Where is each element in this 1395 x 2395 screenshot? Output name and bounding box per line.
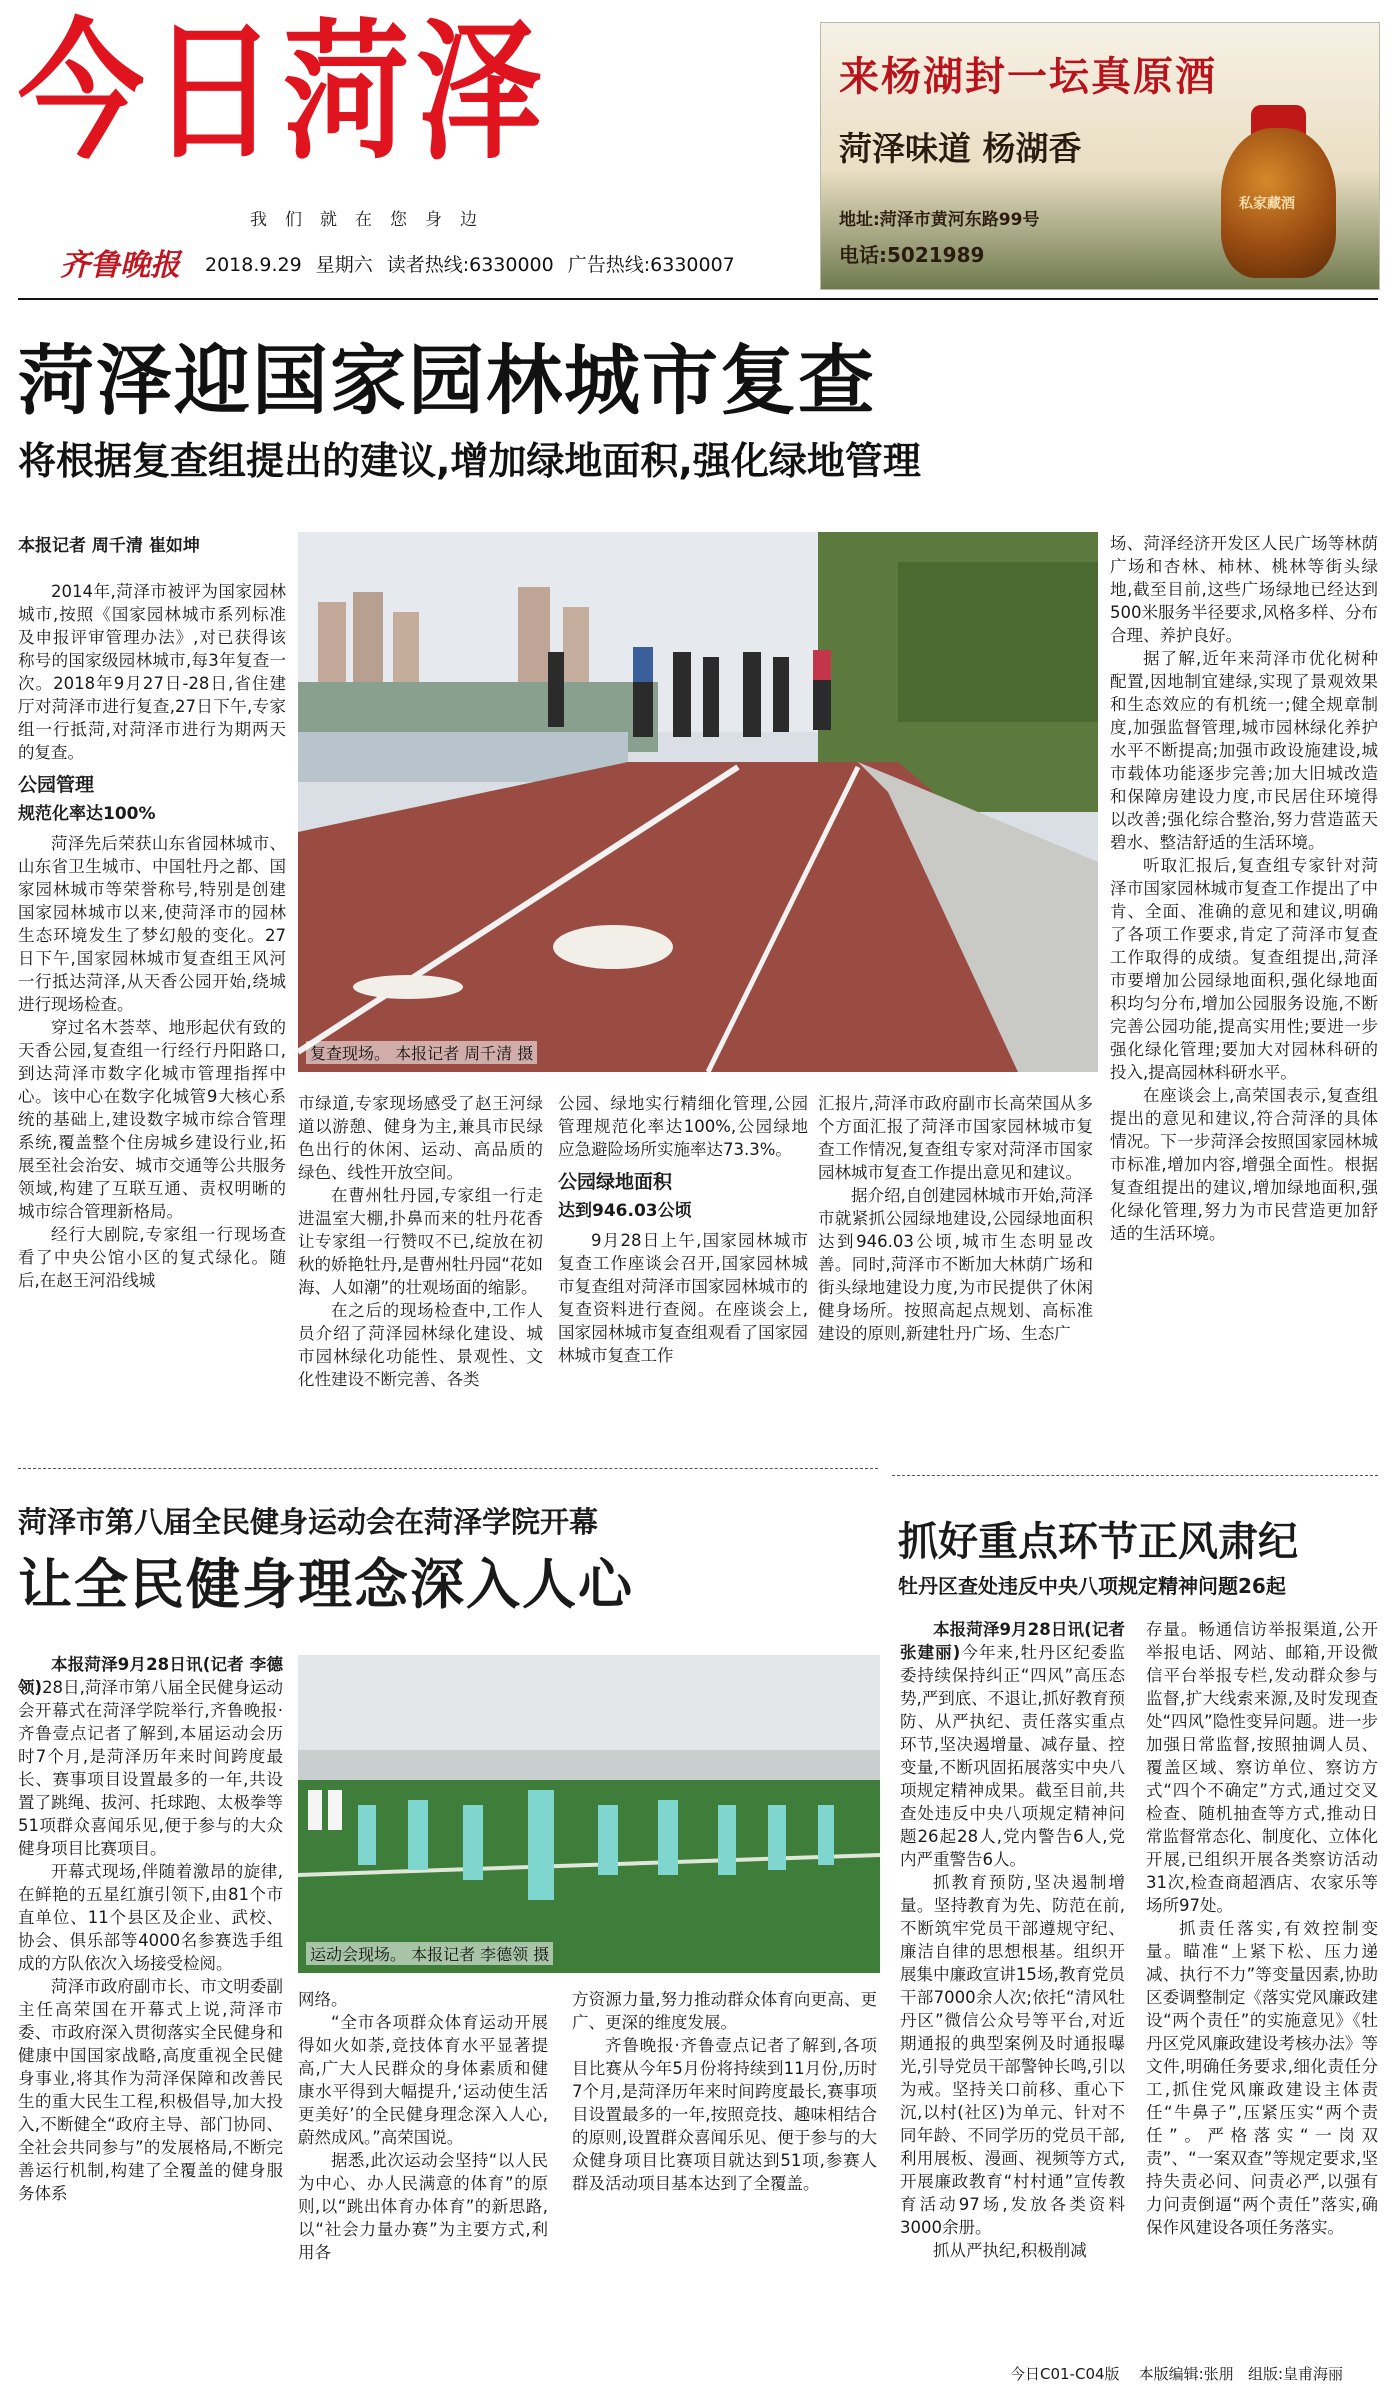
discipline-col1-p1-text: 今年来,牡丹区纪委监委持续保持纠正“四风”高压态势,严到底、不退让,抓好教育预防、从严执纪、责任落实重点环节,坚决遏增量、减存量、控变量,不断巩固拓展落实中央八项规定精神成果。截至目前,共查处违反中央八项规定精神问题26起28人,党内警告6人,党内严重警告6人。: [900, 1643, 1125, 1869]
lead-section2-title: 公园绿地面积: [558, 1171, 673, 1193]
lead-section1-sub: 规范化率达100%: [18, 804, 156, 824]
sports-col-3: [572, 1988, 877, 2195]
lead-section1-title: 公园管理: [18, 774, 95, 796]
discipline-col1-p2: 抓教育预防,坚决遏制增量。坚持教育为先、防范在前,不断筑牢党员干部遵规守纪、廉洁自律的思想根基。组织开展集中廉政宣讲15场,教育党员干部7000余人次;依托“清风牡丹区”微信公众号等平台,对近期通报的典型案例及时通报曝光,引导党员干部警钟长鸣,引以为戒。坚持关口前移、重心下沉,以村(社区)为单元、针对不同年龄、不同学历的党员干部,利用展板、漫画、视频等方式,开展廉政教育“村村通”宣传教育活动97场,发放各类资料3000余册。: [900, 1873, 1125, 2237]
sports-col1-lead: 本报菏泽9月28日讯(记者 李德领): [18, 1655, 283, 1697]
sports-col-2: [298, 1988, 548, 2264]
discipline-col-2: [1146, 1618, 1378, 2239]
sports-col3-p1: 方资源力量,努力推动群众体育向更高、更广、更深的维度发展。: [572, 1990, 877, 2032]
sports-col1-p1-text: 28日,菏泽市第八届全民健身运动会开幕式在菏泽学院举行,齐鲁晚报·齐鲁壹点记者了解到,本届运动会历时7个月,是菏泽历年来时间跨度最长、赛事项目设置最多的一年,共设置了跳绳、拔河、托球跑、太极拳等51项群众喜闻乐见,便于参与的大众健身项目比赛项目。: [18, 1678, 283, 1858]
footer-layout: 组版:皇甫海丽: [1248, 2365, 1344, 2383]
sports-col2-p2: “全市各项群众体育运动开展得如火如荼,竞技体育水平显著提高,广大人民群众的身体素质和健康水平得到大幅提升,‘运动使生活更美好’的全民健身理念深入人心,蔚然成风。”高荣国说。: [298, 2013, 548, 2147]
section-divider-left: [18, 1468, 878, 1469]
sports-col1-p3: 菏泽市政府副市长、市文明委副主任高荣国在开幕式上说,菏泽市委、市政府深入贯彻落实全民健身和健康中国国家战略,高度重视全民健身事业,将其作为菏泽保障和改善民生的重大民生工程,积极倡导,加大投入,不断健全“政府主导、部门协同、全社会共同参与”的发展格局,不断完善运行机制,构建了全覆盖的健身服务体系: [18, 1977, 283, 2203]
lead-col-5: [1110, 532, 1378, 1245]
paper-logo: 齐鲁晚报: [60, 248, 180, 283]
lead-col4-p2: 据介绍,自创建园林城市开始,菏泽市就紧抓公园绿地建设,公园绿地面积达到946.03公顷,城市生态明显改善。同时,菏泽市不断加大林荫广场和街头绿地建设力度,为市民提供了休闲健身场所。按照高起点规划、高标准建设的原则,新建牡丹广场、生态广: [818, 1186, 1093, 1343]
lead-col1-p2: 菏泽先后荣获山东省园林城市、山东省卫生城市、中国牡丹之都、国家园林城市等荣誉称号,特别是创建国家园林城市以来,使菏泽市的园林生态环境发生了梦幻般的变化。27日下午,国家园林城市复查组王风河一行抵达菏泽,从天香公园开始,绕城进行现场检查。: [18, 834, 286, 1014]
ad-phone: 电话:5021989: [839, 243, 985, 267]
section-divider-right: [892, 1475, 1378, 1476]
ad-subtitle: 菏泽味道 杨湖香: [839, 129, 1082, 168]
discipline-col1-lead: 本报菏泽9月28日讯(记者 张建丽): [900, 1620, 1125, 1662]
lead-col2-p3: 在之后的现场检查中,工作人员介绍了菏泽园林绿化建设、城市园林绿化功能性、景观性、文化性建设不断完善、各类: [298, 1301, 543, 1389]
discipline-col1-p1: [900, 1618, 1125, 1871]
lead-col3-p1: 公园、绿地实行精细化管理,公园管理规范化率达100%,公园绿地应急避险场所实施率达73.3%。: [558, 1094, 808, 1159]
jar-label: 私家藏酒: [1239, 196, 1295, 212]
lead-byline: 本报记者 周千清 崔如坤: [18, 536, 200, 556]
masthead-slogan: 我们就在您身边: [250, 210, 495, 230]
sports-col1-p2: 开幕式现场,伴随着激昂的旋律,在鲜艳的五星红旗引领下,由81个市直单位、11个县区及企业、武校、协会、俱乐部等4000名参赛选手组成的方队依次入场接受检阅。: [18, 1862, 283, 1973]
sports-col2-p3: 据悉,此次运动会坚持“以人民为中心、办人民满意的体育”的原则,以“跳出体育办体育”的新思路,以“社会力量办赛”为主要方式,利用各: [298, 2151, 548, 2262]
footer-pages: 今日C01-C04版: [1010, 2365, 1120, 2383]
lead-col5-p1: 场、菏泽经济开发区人民广场等林荫广场和杏林、柿林、桃林等街头绿地,截至目前,这些广场绿地已经达到500米服务半径要求,风格多样、分布合理、养护良好。: [1110, 534, 1378, 645]
liquor-advertisement: [820, 22, 1380, 290]
sports-col3-p2: 齐鲁晚报·齐鲁壹点记者了解到,各项目比赛从今年5月份将持续到11月份,历时7个月,是菏泽历年来时间跨度最长,赛事项目设置最多的一年,按照竞技、趣味相结合的原则,设置群众喜闻乐见、便于参与的大众健身项目比赛项目就达到51项,参赛人群及活动项目基本达到了全覆盖。: [572, 2036, 877, 2193]
lead-col1-p3: 穿过名木荟萃、地形起伏有致的天香公园,复查组一行经行丹阳路口,到达菏泽市数字化城市管理指挥中心。该中心在数字化城管9大核心系统的基础上,建设数字城市综合管理系统,覆盖整个住房城乡建设行业,拓展至社会治安、城市交通等公共服务领域,构建了互联互通、责权明晰的城市综合管理新格局。: [18, 1018, 286, 1221]
sports-col2-p1: 网络。: [298, 1990, 348, 2009]
masthead: [18, 6, 798, 180]
discipline-subheadline: 牡丹区查处违反中央八项规定精神问题26起: [898, 1574, 1286, 1598]
sports-headline: 让全民健身理念深入人心: [18, 1553, 634, 1616]
ad-hotline: 广告热线:6330007: [567, 254, 735, 276]
sports-col-1: [18, 1653, 283, 2205]
discipline-col2-p2: 抓责任落实,有效控制变量。瞄准“上紧下松、压力递减、执行不力”等变量因素,协助区委调整制定《落实党风廉政建设“两个责任”的实施意见》《牡丹区党风廉政建设考核办法》等文件,明确任务要求,细化责任分工,抓住党风廉政建设主体责任“牛鼻子”,压紧压实“两个责任”。严格落实“一岗双责”、“一案双查”等规定要求,坚持失责必问、问责必严,以强有力问责倒逼“两个责任”落实,确保作风建设各项任务落实。: [1146, 1919, 1378, 2237]
sports-kicker: 菏泽市第八届全民健身运动会在菏泽学院开幕: [18, 1505, 599, 1539]
lead-col1-p4: 经行大剧院,专家组一行现场查看了中央公馆小区的复式绿化。随后,在赵王河沿线城: [18, 1225, 286, 1290]
discipline-headline: 抓好重点环节正风肃纪: [898, 1519, 1298, 1565]
lead-col-4: [818, 1092, 1093, 1345]
lead-col-3: [558, 1092, 808, 1367]
issue-date: 2018.9.29: [205, 254, 302, 276]
lead-col3-p2: 9月28日上午,国家园林城市复查工作座谈会召开,国家园林城市复查组对菏泽市国家园林城市的复查资料进行查阅。在座谈会上,国家园林城市复查组观看了国家园林城市复查工作: [558, 1231, 808, 1365]
lead-col1-p1: 2014年,菏泽市被评为国家园林城市,按照《国家园林城市系列标准及申报评审管理办法》,对已获得该称号的国家级园林城市,每3年复查一次。2018年9月27日-28日,省住建厅对菏泽市进行复查,27日下午,专家组一行抵菏,对菏泽市进行为期两天的复查。: [18, 582, 286, 762]
discipline-col2-p1: 存量。畅通信访举报渠道,公开举报电话、网站、邮箱,开设微信平台举报专栏,发动群众参与监督,扩大线索来源,及时发现查处“四风”隐性变异问题。进一步加强日常监督,按照抽调人员、覆盖区域、察访单位、察访方式“四个不确定”方式,通过交叉检查、随机抽查等方式,推动日常监督常态化、制度化、立体化开展,已组织开展各类察访活动31次,检查商超酒店、农家乐等场所97处。: [1146, 1620, 1378, 1915]
lead-headline: 菏泽迎国家园林城市复查: [18, 336, 876, 425]
reader-hotline: 读者热线:6330000: [386, 254, 554, 276]
lead-photo-caption: 复查现场。 本报记者 周千清 摄: [306, 1041, 537, 1064]
lead-col2-p1: 市绿道,专家现场感受了赵王河绿道以游憩、健身为主,兼具市民绿色出行的休闲、运动、高品质的绿色、线性开放空间。: [298, 1094, 543, 1182]
page-footer: [1010, 2363, 1343, 2384]
lead-section2-sub: 达到946.03公顷: [558, 1201, 692, 1221]
dateline: [205, 250, 749, 277]
lead-photo-illustration: [298, 532, 1098, 1072]
lead-col-1: [18, 580, 286, 1292]
ad-address: 地址:菏泽市黄河东路99号: [839, 210, 1040, 230]
lead-col5-p3: 听取汇报后,复查组专家针对菏泽市国家园林城市复查工作提出了中肯、全面、准确的意见和建议,明确了各项工作要求,肯定了菏泽市复查工作取得的成绩。复查组提出,菏泽市要增加公园绿地面积,强化绿地面积均匀分布,增加公园服务设施,不断完善公园功能,提高实用性;要进一步强化绿化管理;要加大对园林科研的投入,提高园林科研水平。: [1110, 856, 1378, 1082]
lead-col5-p2: 据了解,近年来菏泽市优化树种配置,因地制宜建绿,实现了景观效果和生态效应的有机统一;健全规章制度,加强监督管理,城市园林绿化养护水平不断提高;加强市政设施建设,城市载体功能逐步完善;加大旧城改造和保障房建设力度,市民居住环境得以改善;强化综合整治,努力营造蓝天碧水、整洁舒适的生活环境。: [1110, 649, 1378, 852]
lead-col4-p1: 汇报片,菏泽市政府副市长高荣国从多个方面汇报了菏泽市国家园林城市复查工作情况,复查组专家对菏泽市国家园林城市复查工作提出意见和建议。: [818, 1094, 1093, 1182]
sports-col1-p1: [18, 1653, 283, 1860]
discipline-col-1: [900, 1618, 1125, 2262]
issue-weekday: 星期六: [315, 254, 373, 276]
lead-subheadline: 将根据复查组提出的建议,增加绿地面积,强化绿地管理: [18, 439, 921, 483]
lead-photo: [298, 532, 1098, 1072]
ad-title: 来杨湖封一坛真原酒: [839, 53, 1217, 100]
masthead-brand: 今日菏泽: [18, 6, 549, 180]
sports-photo-caption: 运动会现场。 本报记者 李德领 摄: [306, 1942, 553, 1965]
lead-col5-p4: 在座谈会上,高荣国表示,复查组提出的意见和建议,符合菏泽的具体情况。下一步菏泽会按照国家园林城市标准,增加内容,增强全面性。根据复查组提出的建议,增加绿地面积,强化绿化管理,努力为市民营造更加舒适的生活环境。: [1110, 1086, 1378, 1243]
sports-photo: [298, 1655, 880, 1973]
masthead-divider: [18, 298, 1378, 300]
discipline-col1-p3: 抓从严执纪,积极削减: [933, 2241, 1087, 2260]
footer-editor: 本版编辑:张朋: [1138, 2365, 1234, 2383]
lead-col-2: [298, 1092, 543, 1391]
lead-col2-p2: 在曹州牡丹园,专家组一行走进温室大棚,扑鼻而来的牡丹花香让专家组一行赞叹不已,绽放在初秋的娇艳牡丹,是曹州牡丹园“花如海、人如潮”的壮观场面的缩影。: [298, 1186, 543, 1297]
sports-photo-illustration: [298, 1655, 880, 1973]
